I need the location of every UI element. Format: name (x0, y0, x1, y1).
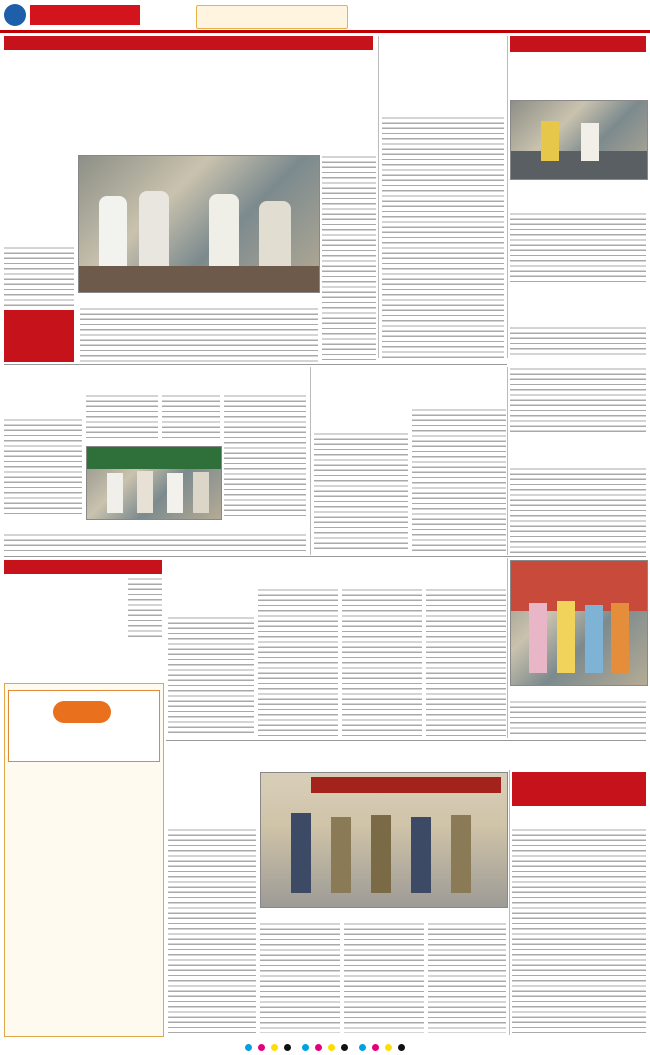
attack-dateline (510, 453, 646, 465)
lead-body-col1 (4, 246, 74, 306)
vichak-photo (510, 100, 648, 180)
lead-side-points (4, 156, 74, 206)
kalam-headline (4, 369, 304, 391)
inelo-body-col4 (426, 588, 506, 736)
ssc-body-col1 (168, 828, 256, 1033)
kalam-dateline (4, 394, 82, 416)
ssc-photo (260, 772, 508, 908)
dc-headline (512, 772, 646, 778)
ssc-body-col4 (428, 922, 506, 1033)
dc-dateline (512, 810, 646, 826)
lead-body-bottom (80, 307, 318, 362)
sudoku-solution (128, 577, 162, 637)
amity-headline (510, 286, 646, 310)
vichak-headline (510, 55, 646, 99)
kalam-photo-caption (86, 519, 306, 531)
vichak-photo-caption (510, 180, 646, 192)
section-banner (196, 5, 348, 29)
ssc-subhead (168, 772, 256, 802)
lead-dateline (4, 208, 74, 244)
kalam-body-col3 (162, 394, 220, 442)
inelo-headline (168, 560, 508, 584)
kalam-photo (86, 446, 222, 520)
rashifal-signs-bottom (5, 764, 163, 768)
attack-body (510, 467, 646, 553)
lead-box-text (4, 310, 74, 314)
inelo-photo-caption (510, 686, 646, 698)
vichak-label (510, 36, 646, 52)
masthead-rule (0, 30, 650, 33)
lead-kicker (4, 36, 373, 50)
inelo-body-col1 (168, 616, 254, 736)
hasanpur-body-col2 (412, 408, 506, 553)
page-number (4, 4, 26, 26)
ssc-rule (166, 740, 646, 741)
rashifal-signs-top (5, 684, 163, 688)
lead-body-col3 (322, 155, 376, 360)
vichak-dateline (510, 194, 646, 210)
inelo-body-col2 (258, 588, 338, 736)
kundli-ad (8, 690, 160, 762)
divider (310, 367, 311, 555)
inelo-side-body (510, 700, 646, 736)
brand-logo (30, 5, 140, 25)
divider (507, 558, 508, 738)
divider (509, 770, 510, 1035)
ssc-body-col2 (260, 922, 340, 1033)
hasanpur-dateline (314, 408, 408, 430)
lead-photo-caption (80, 293, 318, 305)
lead-headline-1 (4, 50, 374, 96)
divider (507, 36, 508, 358)
inelo-dateline (168, 588, 254, 614)
aawal-body (382, 116, 504, 360)
vichak-body (510, 212, 646, 282)
ssc-photo-sign (311, 777, 501, 793)
kundli-logo (53, 701, 111, 723)
dc-body (512, 828, 646, 1033)
attack-headline (510, 437, 646, 451)
divider (507, 367, 508, 555)
inelo-body-col3 (342, 588, 422, 736)
amity-body (510, 326, 646, 358)
aawal-dateline (382, 86, 504, 114)
ssc-dateline (168, 804, 256, 826)
rashifal-box (4, 683, 164, 1037)
divider (378, 36, 379, 358)
hasanpur-body-col1 (314, 432, 408, 553)
kalam-body-bottom (4, 533, 306, 553)
ssc-headline (168, 744, 646, 768)
amity-body-cont (510, 367, 646, 435)
aawal-headline (382, 36, 504, 82)
sudoku-title (26, 568, 32, 578)
sudoku-header (4, 560, 162, 574)
lead-photo (78, 155, 320, 293)
amity-dateline (510, 312, 646, 324)
inelo-photo (510, 560, 648, 686)
hasanpur-headline (314, 368, 506, 406)
mid-rule (4, 556, 646, 557)
ssc-body-col3 (344, 922, 424, 1033)
lead-box (4, 310, 74, 362)
ssc-photo-caption (260, 908, 506, 920)
lead-bottom-rule (4, 364, 507, 365)
dc-headline-box (512, 772, 646, 806)
lead-headline-2 (50, 98, 370, 146)
kalam-body-col1 (4, 418, 82, 518)
kalam-body-col4 (224, 394, 306, 518)
masthead (0, 0, 650, 32)
color-registration-dots (0, 1036, 650, 1043)
kalam-body-col2 (86, 394, 158, 442)
